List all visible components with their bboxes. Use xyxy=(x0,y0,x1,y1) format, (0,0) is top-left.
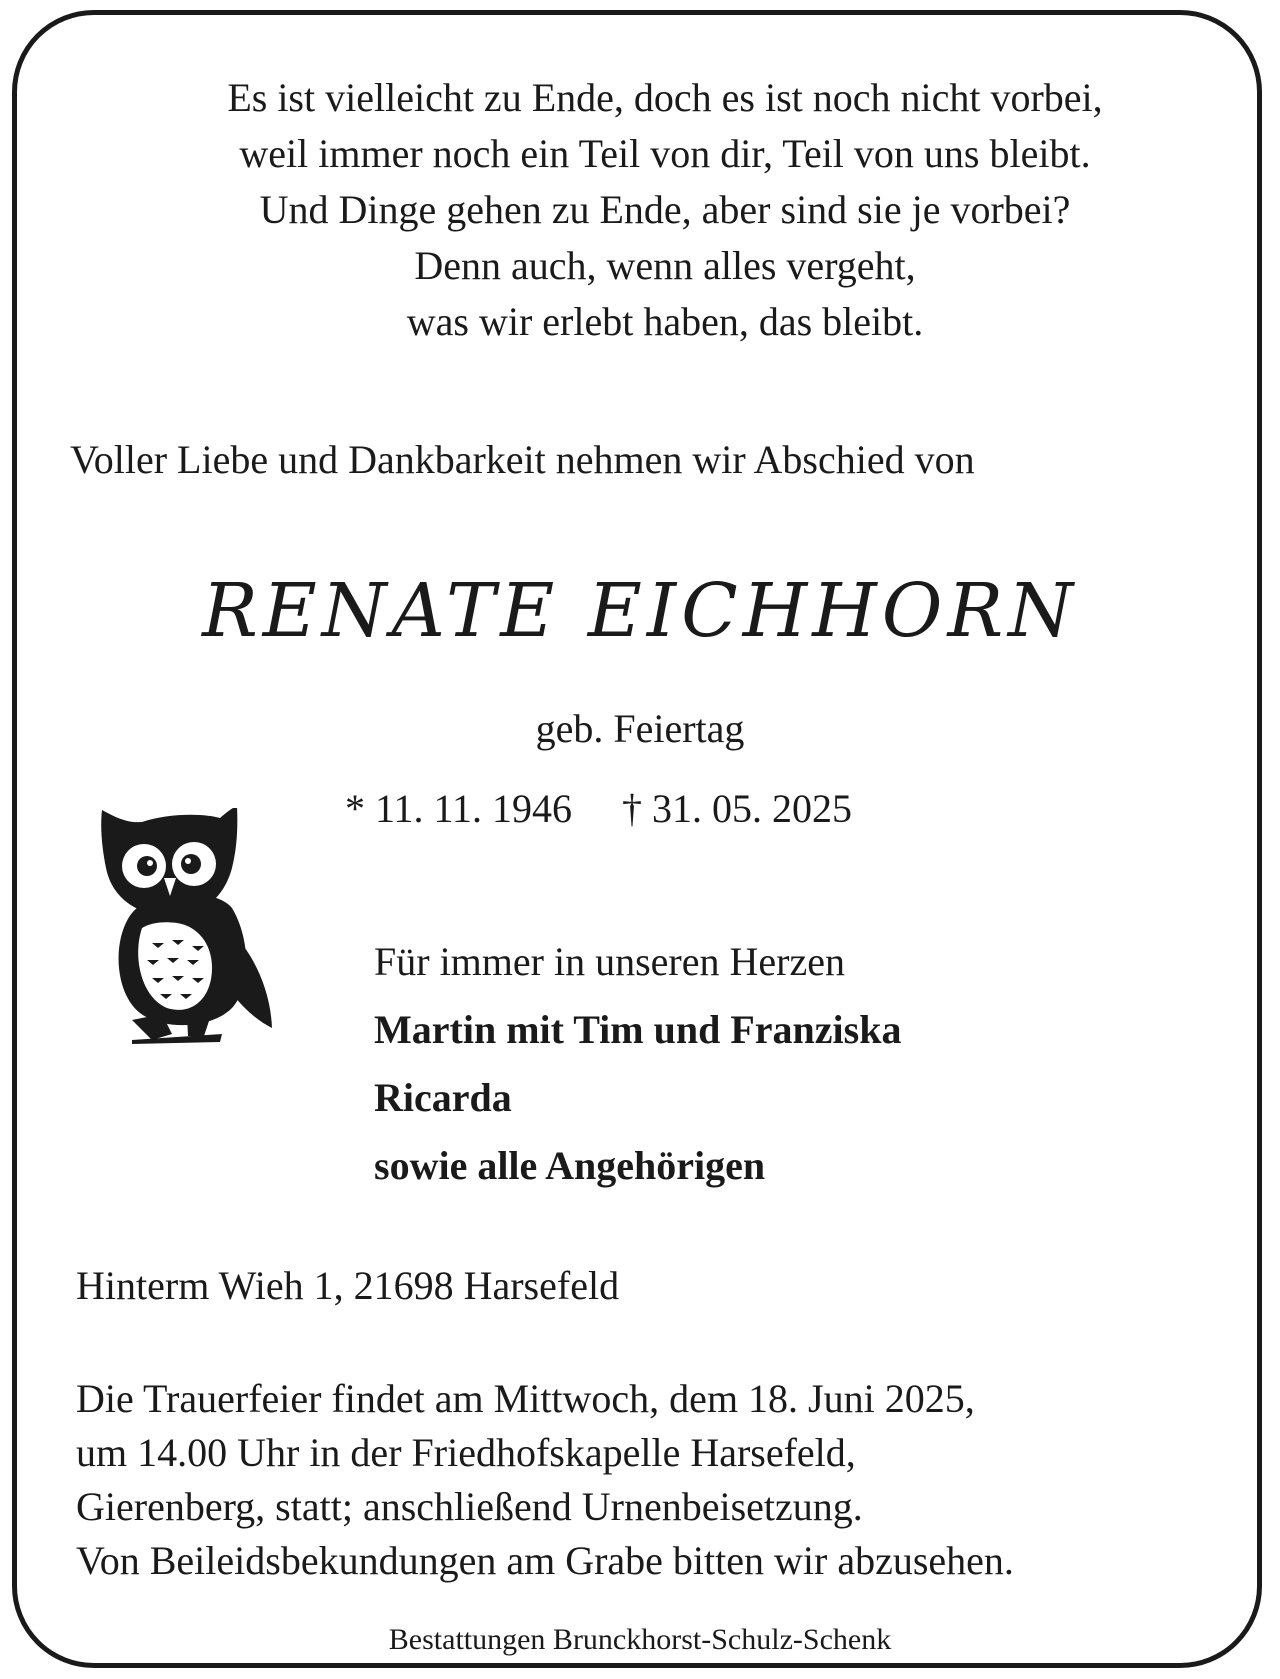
farewell-intro: Voller Liebe und Dankbarkeit nehmen wir Abschied von xyxy=(70,437,975,482)
poem-line: Denn auch, wenn alles vergeht, xyxy=(414,243,916,288)
service-line: Die Trauerfeier findet am Mittwoch, dem 18. Juni 2025, xyxy=(76,1376,975,1421)
birth-name: geb. Feiertag xyxy=(535,706,745,751)
mourner-line: Martin mit Tim und Franziska xyxy=(374,1007,902,1052)
death-date: † 31. 05. 2025 xyxy=(622,786,853,831)
poem-line: Es ist vielleicht zu Ende, doch es ist noch nicht vorbei, xyxy=(227,75,1103,120)
owl-icon xyxy=(92,808,282,1044)
birth-date: * 11. 11. 1946 xyxy=(345,786,573,831)
poem-line: Und Dinge gehen zu Ende, aber sind sie je vorbei? xyxy=(259,187,1071,232)
mourners xyxy=(374,928,901,1200)
funeral-service-info xyxy=(76,1372,1014,1588)
service-line: um 14.00 Uhr in der Friedhofskapelle Harsefeld, xyxy=(76,1430,856,1475)
poem xyxy=(40,70,1280,350)
service-line: Von Beileidsbekundungen am Grabe bitten wir abzusehen. xyxy=(76,1538,1014,1583)
address: Hinterm Wieh 1, 21698 Harsefeld xyxy=(76,1263,620,1308)
mourner-line: Ricarda xyxy=(374,1075,512,1120)
mourners-heading: Für immer in unseren Herzen xyxy=(374,939,845,984)
mourner-line: sowie alle Angehörigen xyxy=(374,1143,766,1188)
life-dates xyxy=(345,785,852,832)
deceased-name: RENATE EICHHORN xyxy=(202,568,1078,654)
poem-line: weil immer noch ein Teil von dir, Teil von uns bleibt. xyxy=(239,131,1091,176)
poem-line: was wir erlebt haben, das bleibt. xyxy=(406,299,924,344)
undertaker-name: Bestattungen Brunckhorst-Schulz-Schenk xyxy=(388,1623,892,1656)
service-line: Gierenberg, statt; anschließend Urnenbeisetzung. xyxy=(76,1484,863,1529)
